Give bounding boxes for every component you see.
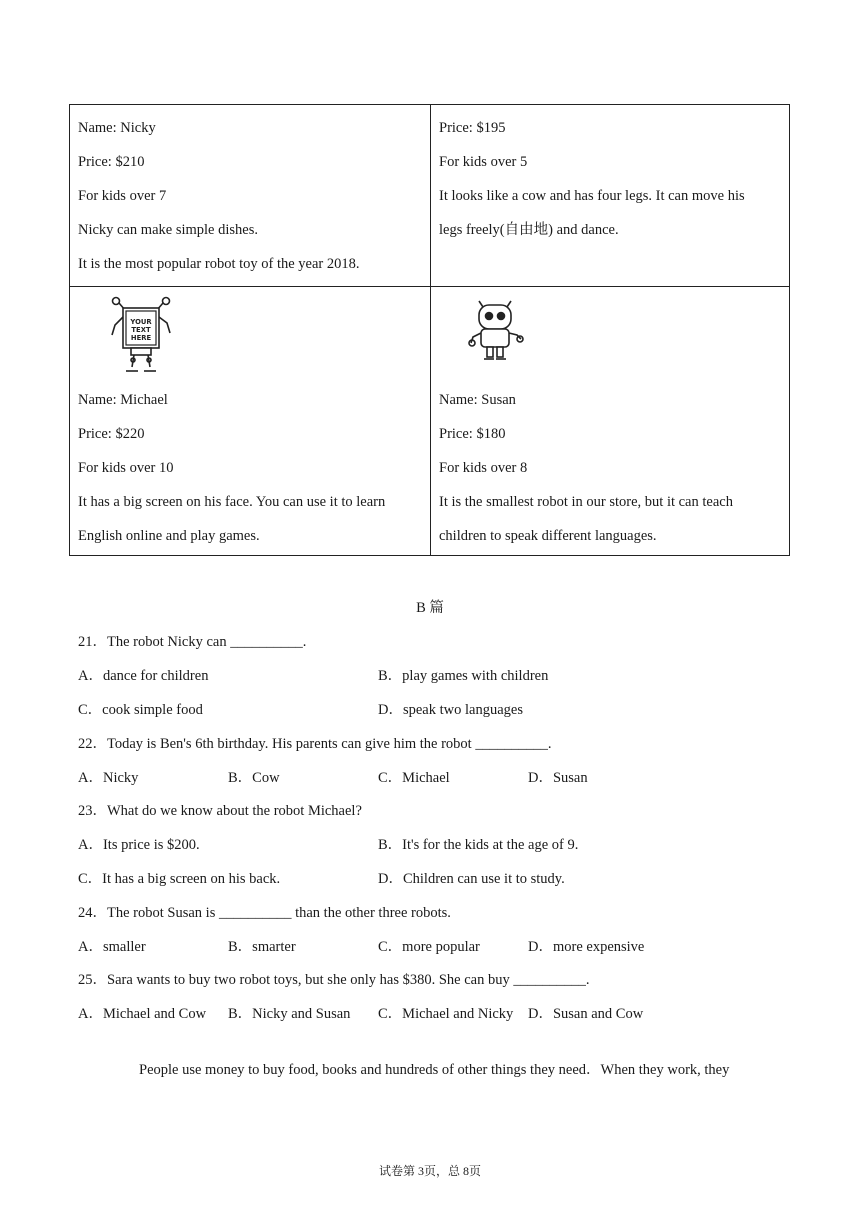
answer-option: A．Its price is $200. bbox=[78, 837, 200, 853]
cell-text-line: For kids over 10 bbox=[78, 460, 174, 476]
answer-option: D．more expensive bbox=[528, 939, 645, 955]
answer-option: A．dance for children bbox=[78, 668, 209, 684]
answer-option: D．Children can use it to study. bbox=[378, 871, 565, 887]
answer-option: A．smaller bbox=[78, 939, 146, 955]
question-stem: 21．The robot Nicky can __________. bbox=[78, 634, 307, 650]
cell-text-line: English online and play games. bbox=[78, 528, 260, 544]
answer-option: B．Cow bbox=[228, 770, 280, 786]
cell-text-line: For kids over 5 bbox=[439, 154, 528, 170]
robot-info-table bbox=[69, 104, 790, 556]
passage-text: People use money to buy food, books and hundreds of other things they need．When they work, they bbox=[139, 1062, 730, 1078]
answer-option: C．cook simple food bbox=[78, 702, 203, 718]
cell-text-line: Nicky can make simple dishes. bbox=[78, 222, 258, 238]
cell-text-line: Price: $195 bbox=[439, 120, 506, 136]
table-cell-nicky bbox=[70, 105, 430, 286]
cell-text-line: Name: Susan bbox=[439, 392, 516, 408]
answer-option: D．speak two languages bbox=[378, 702, 523, 718]
image-label-line: HERE bbox=[130, 334, 152, 342]
image-label-line: YOUR bbox=[130, 318, 152, 326]
table-cell-susan bbox=[431, 287, 789, 555]
table-cell-cow bbox=[431, 105, 789, 286]
question-stem: 25．Sara wants to buy two robot toys, but she only has $380. She can buy __________. bbox=[78, 972, 590, 988]
answer-option: B．Nicky and Susan bbox=[228, 1006, 351, 1022]
answer-option: A．Michael and Cow bbox=[78, 1006, 207, 1022]
answer-option: C．Michael and Nicky bbox=[378, 1006, 514, 1022]
cell-text-line: Price: $180 bbox=[439, 426, 506, 442]
answer-option: D．Susan and Cow bbox=[528, 1006, 644, 1022]
question-stem: 24．The robot Susan is __________ than the other three robots. bbox=[78, 905, 451, 921]
cell-text-line: legs freely(自由地) and dance. bbox=[439, 222, 619, 238]
cell-text-line: For kids over 8 bbox=[439, 460, 528, 476]
question-stem: 23．What do we know about the robot Michael? bbox=[78, 803, 362, 819]
cell-text-line: It looks like a cow and has four legs. It can move his bbox=[439, 188, 745, 204]
cell-text-line: Price: $220 bbox=[78, 426, 145, 442]
answer-option: B．It's for the kids at the age of 9. bbox=[378, 837, 579, 853]
susan-robot-image bbox=[467, 299, 525, 371]
cell-text-line: It is the smallest robot in our store, but it can teach bbox=[439, 494, 733, 510]
cell-text-line: It is the most popular robot toy of the year 2018. bbox=[78, 256, 360, 272]
answer-option: C．It has a big screen on his back. bbox=[78, 871, 281, 887]
answer-option: B．smarter bbox=[228, 939, 296, 955]
page-footer: 试卷第 3页，总 8页 bbox=[378, 1164, 481, 1178]
image-label-line: TEXT bbox=[131, 326, 151, 334]
cell-text-line: Price: $210 bbox=[78, 154, 145, 170]
michael-robot-image bbox=[108, 295, 172, 377]
cell-text-line: Name: Nicky bbox=[78, 120, 156, 136]
answer-option: D．Susan bbox=[528, 770, 588, 786]
cell-text-line: It has a big screen on his face. You can use it to learn bbox=[78, 494, 386, 510]
cell-text-line: children to speak different languages. bbox=[439, 528, 657, 544]
cell-text-line: For kids over 7 bbox=[78, 188, 167, 204]
cell-text-line: Name: Michael bbox=[78, 392, 168, 408]
section-heading: B 篇 bbox=[416, 600, 444, 616]
answer-option: B．play games with children bbox=[378, 668, 549, 684]
table-cell-michael bbox=[70, 287, 430, 555]
answer-option: C．more popular bbox=[378, 939, 480, 955]
answer-option: C．Michael bbox=[378, 770, 450, 786]
answer-option: A．Nicky bbox=[78, 770, 139, 786]
question-stem: 22．Today is Ben's 6th birthday. His parents can give him the robot __________. bbox=[78, 736, 552, 752]
